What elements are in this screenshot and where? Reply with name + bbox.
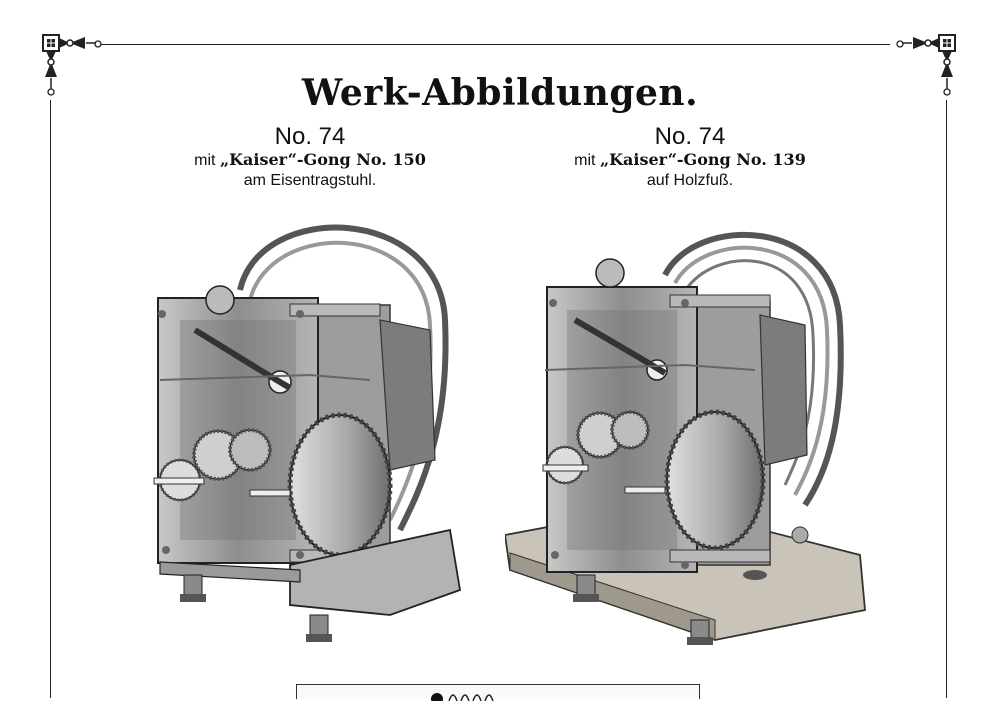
left-gong-name: „Kaiser“-Gong No. 150 [219,150,426,169]
bottom-illustration-frame [296,684,700,699]
right-movement-illustration [505,225,875,655]
page-title: Werk-Abbildungen. [301,72,699,114]
left-caption [130,124,490,191]
right-gong-name: „Kaiser“-Gong No. 139 [599,150,806,169]
frame-right-rule [946,100,947,698]
right-caption [510,124,870,191]
right-model-number: No. 74 [654,123,726,150]
left-movement-illustration [140,210,480,660]
spiral-gong-partial-icon [427,687,547,701]
left-model-number: No. 74 [274,123,346,150]
left-gong-prefix: mit [194,152,220,169]
frame-top-rule [100,44,890,45]
frame-left-rule [50,100,51,698]
left-gong-line [130,150,490,171]
right-gong-prefix: mit [574,152,600,169]
left-mount-line: am Eisentragstuhl. [243,172,377,189]
right-gong-line [510,150,870,171]
right-mount-line: auf Holzfuß. [646,172,734,189]
